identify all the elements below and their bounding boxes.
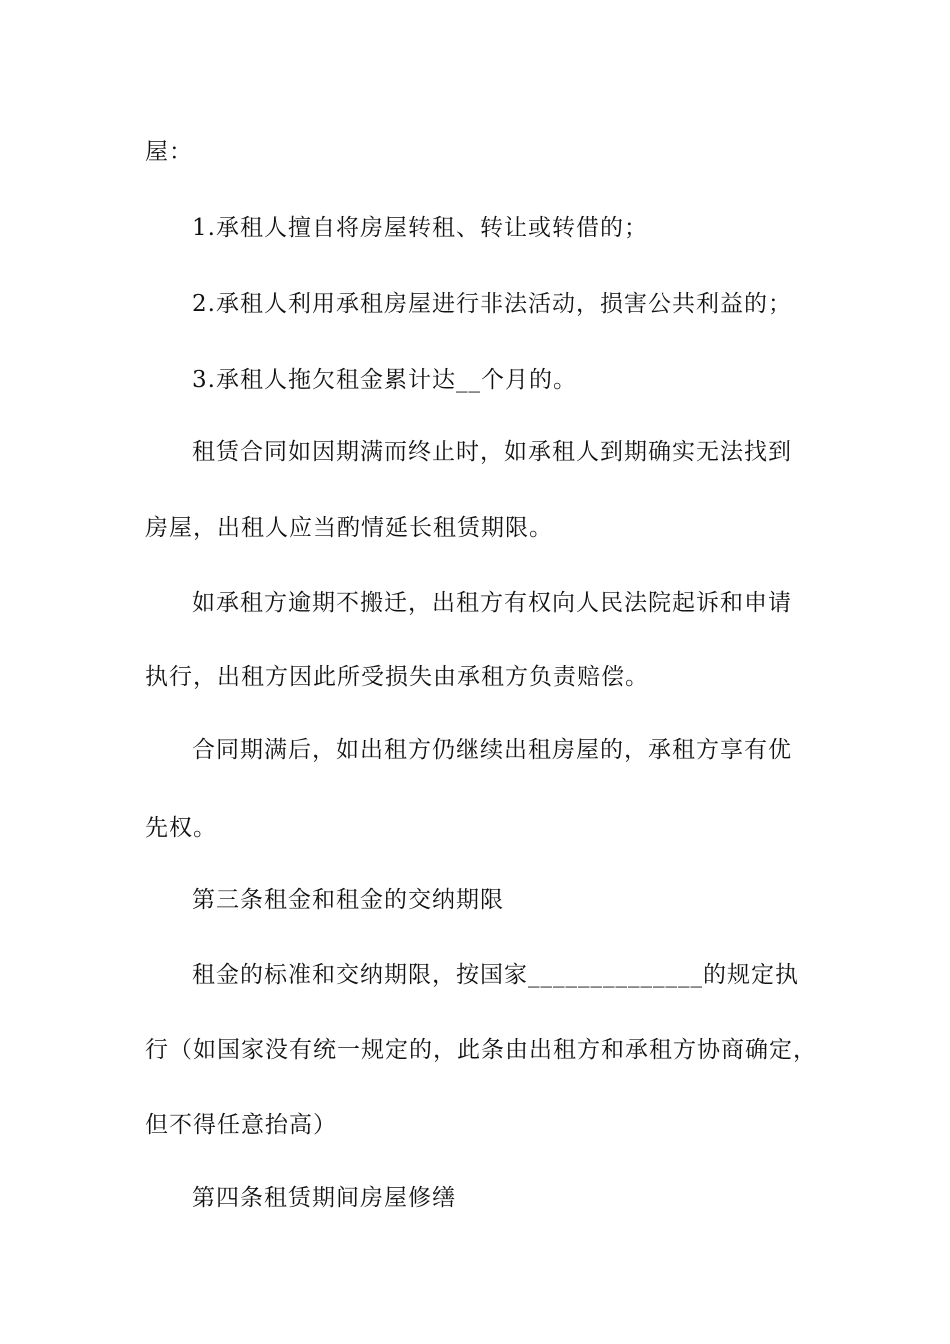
text-line: 房屋，出租人应当酌情延长租赁期限。 bbox=[145, 515, 553, 541]
text-line: 但不得任意抬高） bbox=[145, 1112, 337, 1138]
text-line: 先权。 bbox=[145, 815, 217, 841]
text-line: 3.承租人拖欠租金累计达__个月的。 bbox=[192, 367, 577, 393]
text-line: 执行，出租方因此所受损失由承租方负责赔偿。 bbox=[145, 664, 649, 690]
text-line: 合同期满后，如出租方仍继续出租房屋的，承租方享有优 bbox=[192, 737, 792, 763]
text-line: 2.承租人利用承租房屋进行非法活动，损害公共利益的； bbox=[192, 291, 792, 317]
text-line: 如承租方逾期不搬迁，出租方有权向人民法院起诉和申请 bbox=[192, 590, 792, 616]
text-line: 租金的标准和交纳期限，按国家______________的规定执 bbox=[192, 962, 799, 988]
text-line: 行（如国家没有统一规定的，此条由出租方和承租方协商确定， bbox=[145, 1037, 817, 1063]
section-heading: 第三条租金和租金的交纳期限 bbox=[192, 887, 504, 913]
text-line: 屋： bbox=[145, 139, 193, 165]
section-heading: 第四条租赁期间房屋修缮 bbox=[192, 1185, 456, 1211]
text-line: 1.承租人擅自将房屋转租、转让或转借的； bbox=[192, 215, 648, 241]
text-line: 租赁合同如因期满而终止时，如承租人到期确实无法找到 bbox=[192, 439, 792, 465]
